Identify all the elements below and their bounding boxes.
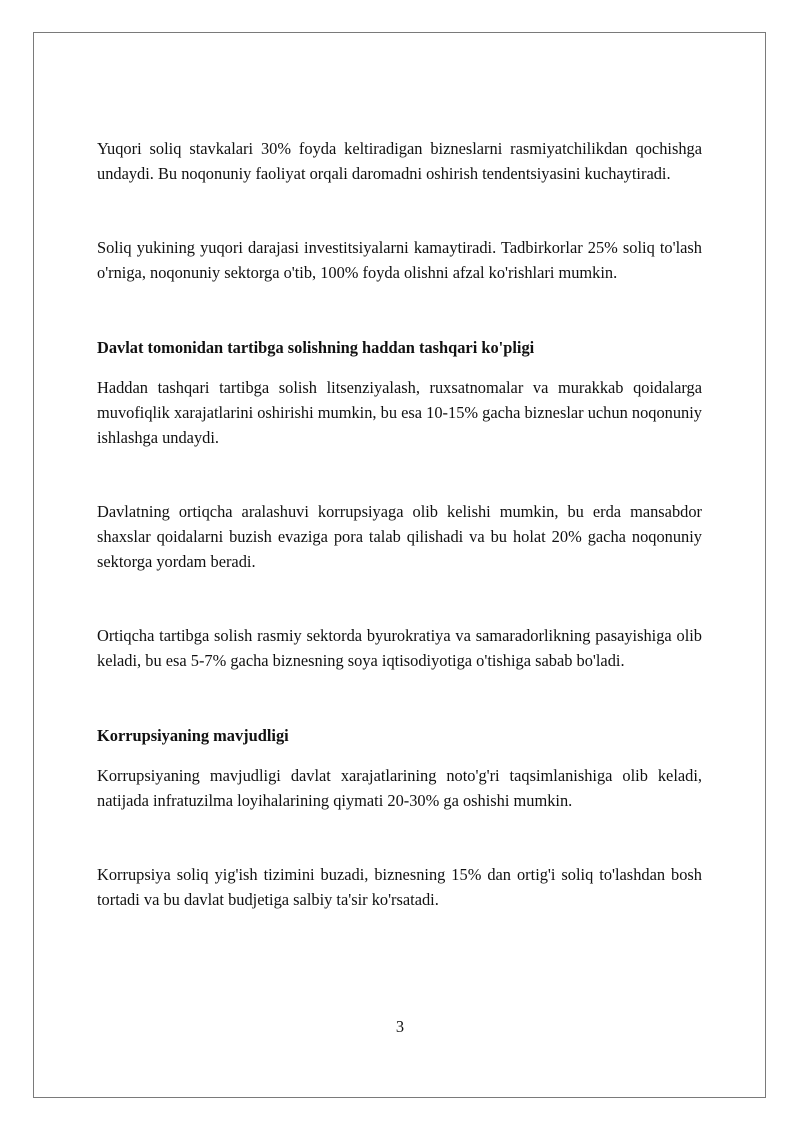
heading-corruption: Korrupsiyaning mavjudligi: [97, 726, 289, 745]
heading-excessive-regulation: Davlat tomonidan tartibga solishning haddan tashqari ko'pligi: [97, 338, 535, 357]
paragraph-corruption-spending: Korrupsiyaning mavjudligi davlat xarajatlarining noto'g'ri taqsimlanishiga olib keladi, natijada infratuzilma loyihalarining qiymati 20-30% ga oshishi mumkin.: [97, 766, 702, 810]
page-number: 3: [395, 1017, 405, 1036]
paragraph-high-tax-rates: Yuqori soliq stavkalari 30% foyda keltiradigan bizneslarni rasmiyatchilikdan qochishga undaydi. Bu noqonuniy faoliyat orqali daromadni oshirish tendentsiyasini kuchaytiradi.: [97, 139, 702, 183]
page-content: [97, 136, 702, 912]
paragraph-bureaucracy: Ortiqcha tartibga solish rasmiy sektorda byurokratiya va samaradorlikning pasayishiga olib keladi, bu esa 5-7% gacha biznesning soya iqtisodiyotiga o'tishiga sabab bo'ladi.: [97, 626, 702, 670]
paragraph-state-intervention: Davlatning ortiqcha aralashuvi korrupsiyaga olib kelishi mumkin, bu erda mansabdor shaxslar qoidalarni buzish evaziga pora talab qilishadi va bu holat 20% gacha noqonuniy sektorga yordam beradi.: [97, 502, 702, 571]
paragraph-corruption-tax-collection: Korrupsiya soliq yig'ish tizimini buzadi, biznesning 15% dan ortig'i soliq to'lashdan bosh tortadi va bu davlat budjetiga salbiy ta'sir ko'rsatadi.: [97, 865, 702, 909]
paragraph-tax-burden-investment: Soliq yukining yuqori darajasi investitsiyalarni kamaytiradi. Tadbirkorlar 25% soliq to'lash o'rniga, noqonuniy sektorga o'tib, 100% foyda olishni afzal ko'rishlari mumkin.: [97, 238, 702, 282]
paragraph-regulation-costs: Haddan tashqari tartibga solish litsenziyalash, ruxsatnomalar va murakkab qoidalarga muvofiqlik xarajatlarini oshirishi mumkin, bu esa 10-15% gacha bizneslar uchun noqonuniy ishlashga undaydi.: [97, 378, 702, 447]
